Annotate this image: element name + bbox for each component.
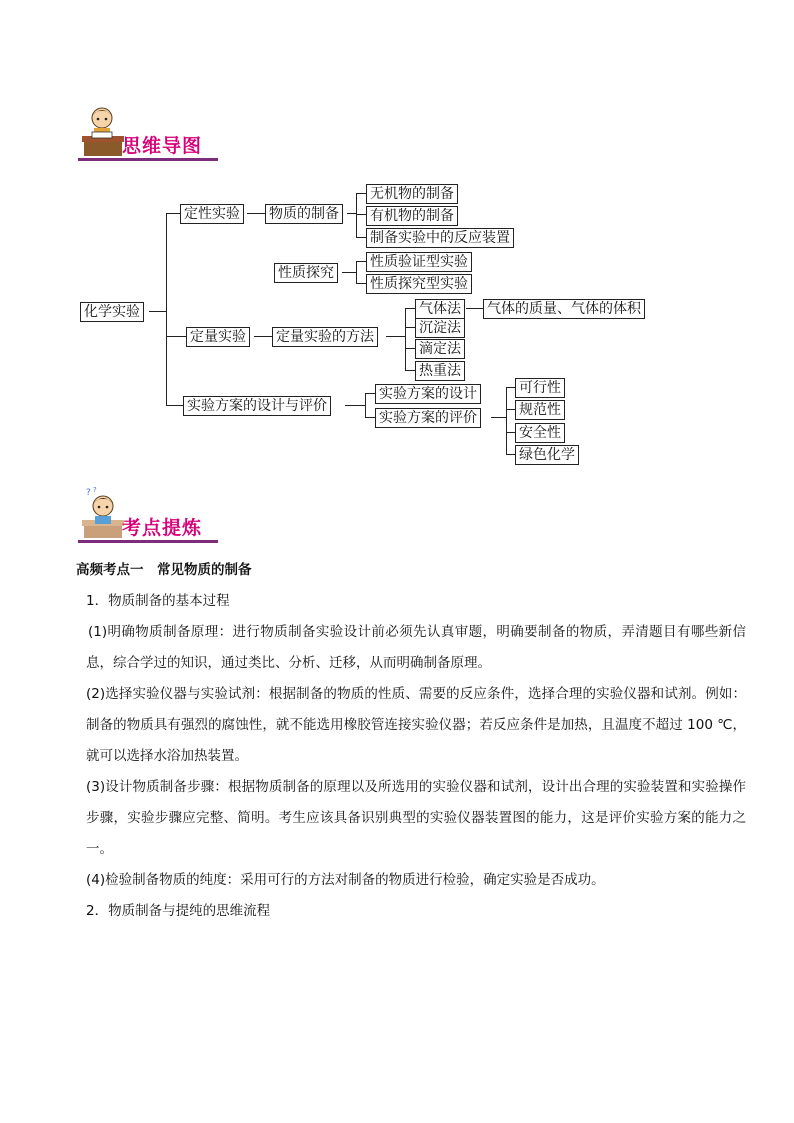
node-property-verify: 性质验证型实验 (366, 252, 472, 272)
section-underline (78, 540, 218, 543)
node-gas-method: 气体法 (415, 299, 465, 319)
node-titration-method: 滴定法 (415, 339, 465, 359)
node-evaluation: 实验方案的评价 (375, 408, 481, 428)
node-green-chemistry: 绿色化学 (515, 445, 579, 465)
node-prep-apparatus: 制备实验中的反应装置 (366, 228, 514, 248)
node-root: 化学实验 (80, 302, 144, 322)
node-design-eval: 实验方案的设计与评价 (183, 396, 331, 416)
node-feasibility: 可行性 (515, 378, 565, 398)
section-title: 思维导图 (122, 135, 203, 157)
node-prep-organic: 有机物的制备 (366, 206, 458, 226)
mind-map (0, 0, 794, 480)
node-quantitative: 定量实验 (186, 327, 250, 347)
node-property-inquiry: 性质探究型实验 (366, 274, 472, 294)
node-prep-inorganic: 无机物的制备 (366, 184, 458, 204)
node-quant-method: 定量实验的方法 (272, 327, 378, 347)
paragraph-4: (4)检验制备物质的纯度：采用可行的方法对制备的物质进行检验，确定实验是否成功。 (86, 872, 605, 888)
subheading-1: 1．物质制备的基本过程 (86, 593, 230, 609)
node-thermogravimetric-method: 热重法 (415, 361, 465, 381)
node-precipitation-method: 沉淀法 (415, 318, 465, 338)
paragraph-1: (1)明确物质制备原理：进行物质制备实验设计前必须先认真审题，明确要制备的物质，弄清题目有哪些新信息，综合学过的知识，通过类比、分析、迁移，从而明确制备原理。 (86, 624, 746, 671)
paragraph-2: (2)选择实验仪器与实验试剂：根据制备的物质的性质、需要的反应条件，选择合理的实验仪器和试剂。例如：制备的物质具有强烈的腐蚀性，就不能选用橡胶管连接实验仪器；若反应条件是加热，且温度不超过 100 ℃，就可以选择水浴加热装置。 (86, 686, 746, 764)
article-body (76, 555, 746, 927)
node-property-explore: 性质探究 (274, 263, 338, 283)
section-header-key-points (78, 486, 228, 542)
node-design: 实验方案的设计 (375, 384, 481, 404)
paragraph-3: (3)设计物质制备步骤：根据物质制备的原理以及所选用的实验仪器和试剂，设计出合理的实验装置和实验操作步骤，实验步骤应完整、简明。考生应该具备识别典型的实验仪器装置图的能力，这是评价实验方案的能力之一。 (86, 779, 746, 857)
subheading-2: 2．物质制备与提纯的思维流程 (86, 903, 271, 919)
node-qualitative: 定性实验 (180, 204, 244, 224)
topic-heading: 高频考点一 常见物质的制备 (76, 562, 252, 578)
svg-text:?: ? (93, 486, 97, 494)
node-standardization: 规范性 (515, 400, 565, 420)
thinking-boy-icon (78, 486, 128, 542)
svg-text:?: ? (86, 488, 91, 498)
node-safety: 安全性 (515, 423, 565, 443)
node-gas-detail: 气体的质量、气体的体积 (483, 299, 645, 319)
node-preparation: 物质的制备 (265, 204, 343, 224)
section-title: 考点提炼 (122, 517, 203, 539)
